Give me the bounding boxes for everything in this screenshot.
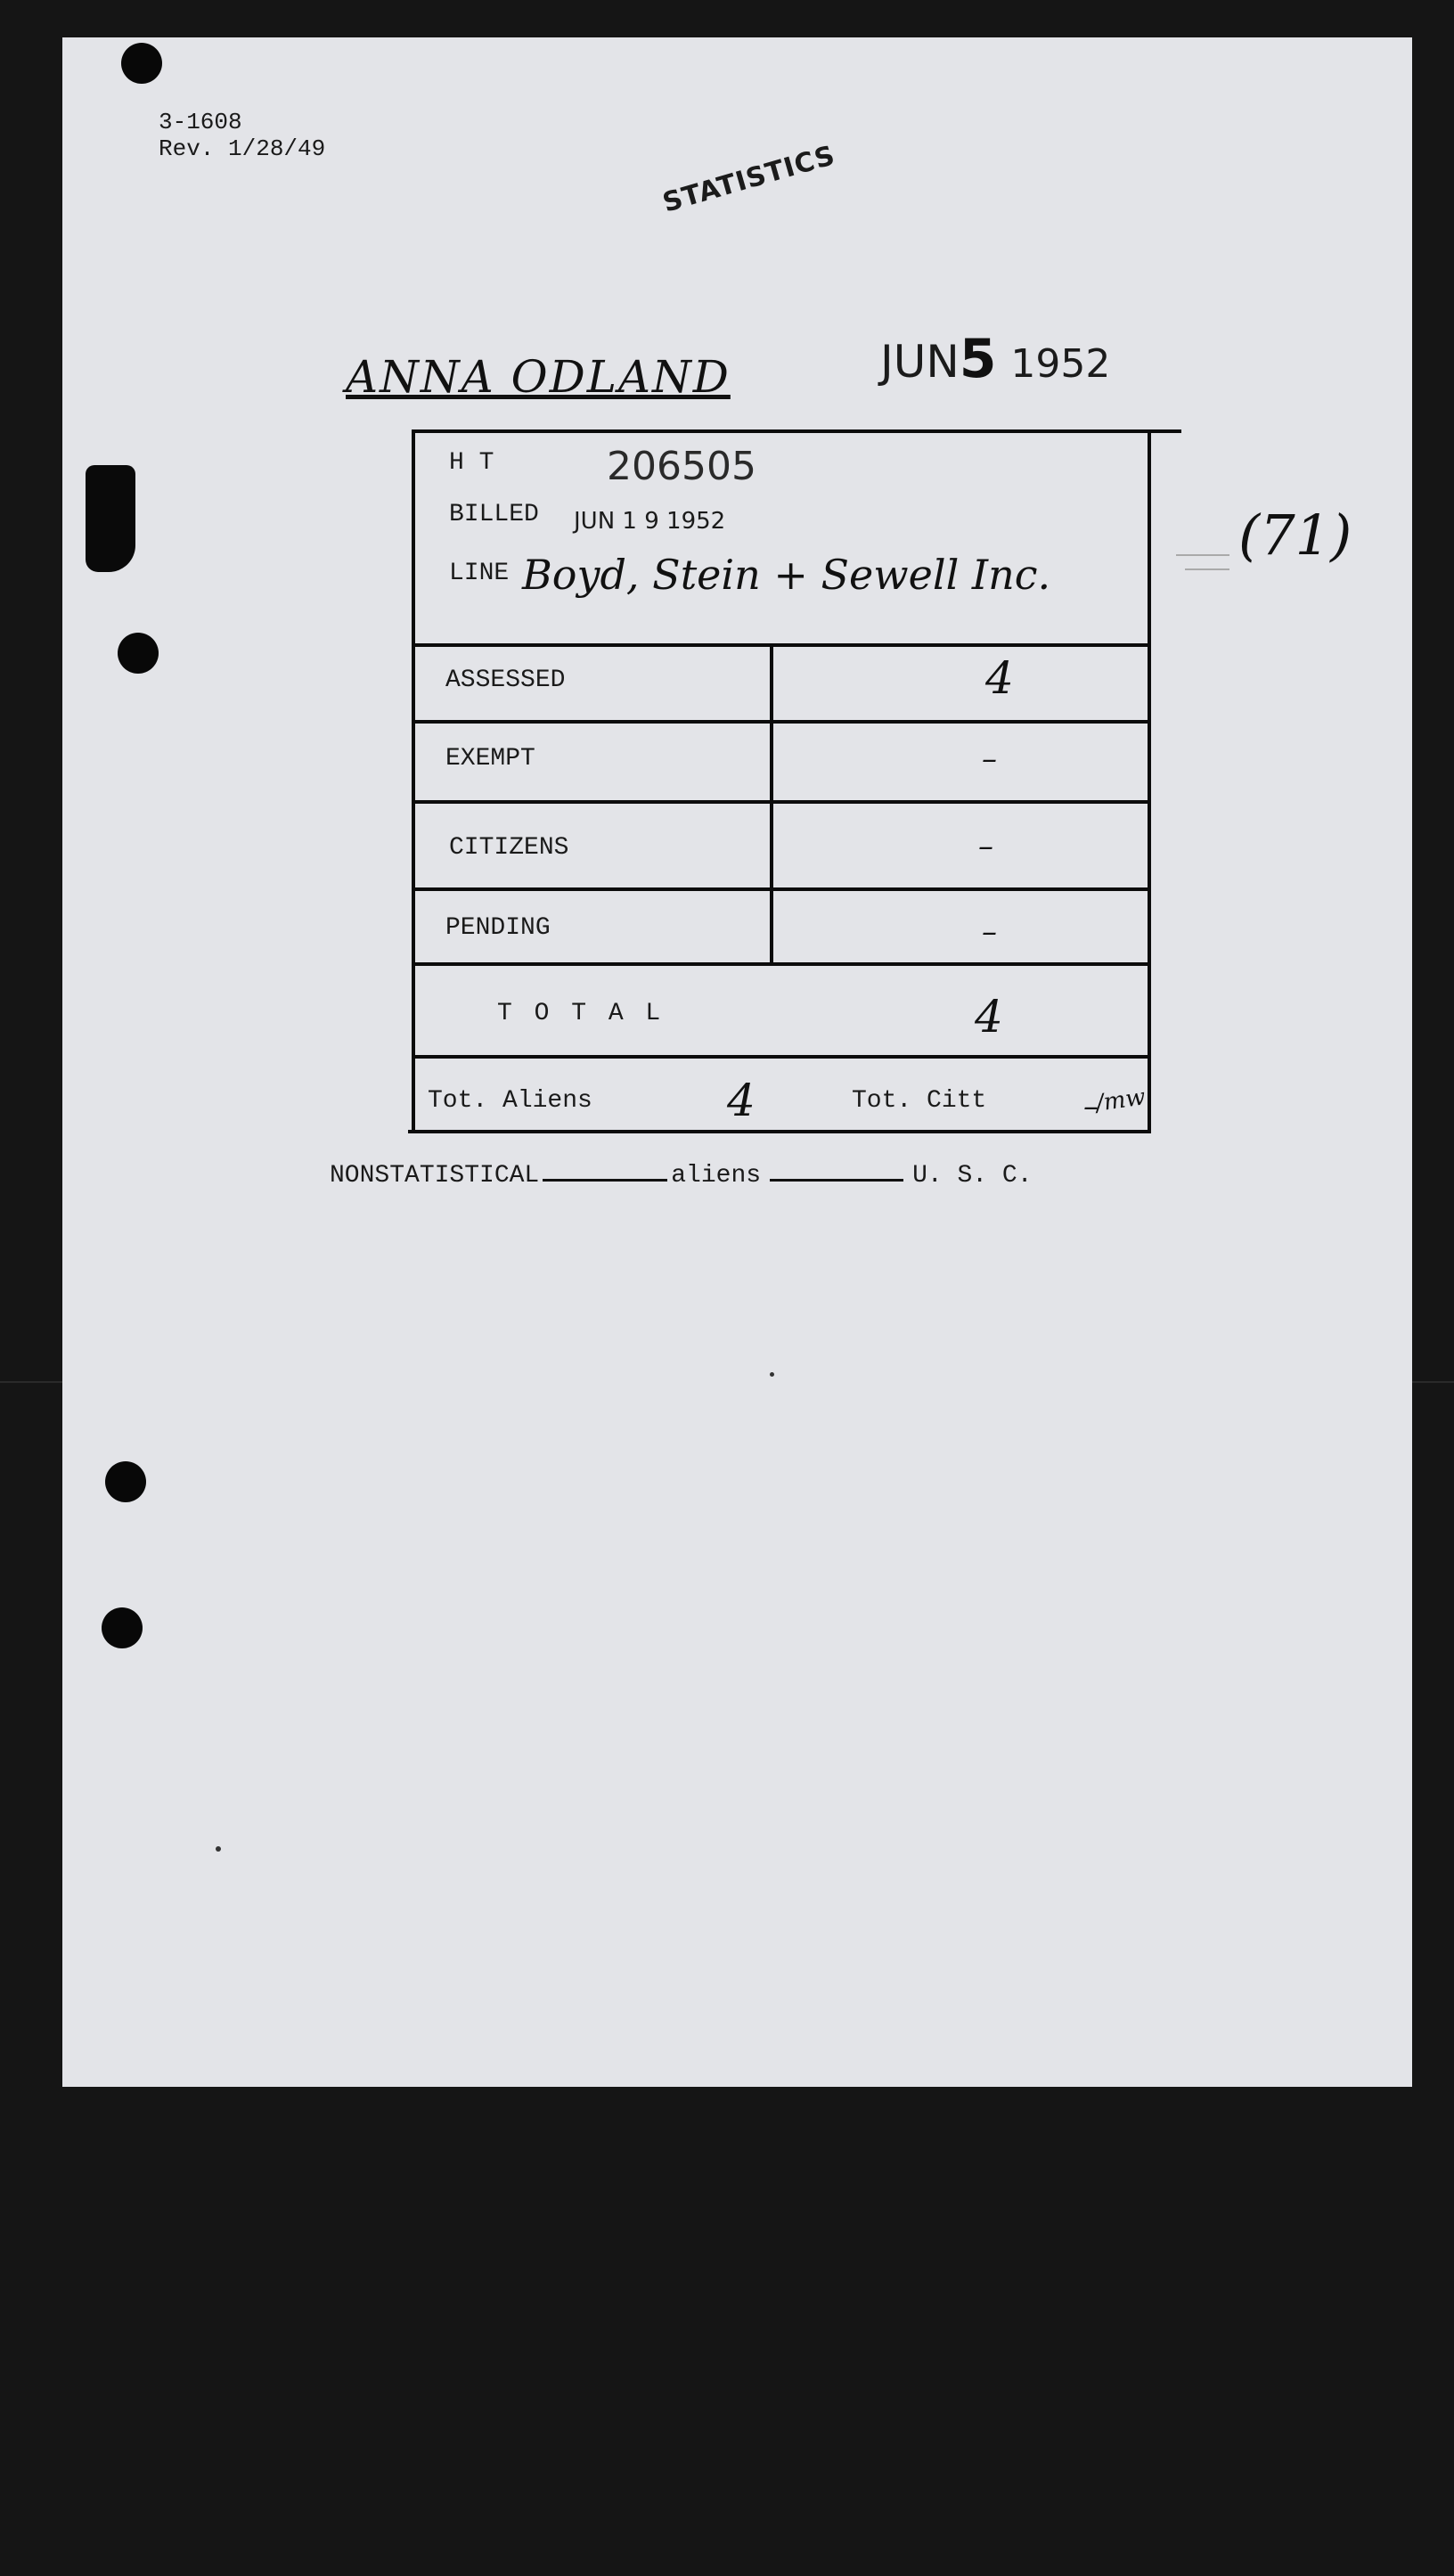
column-divider [770, 643, 773, 964]
form-top-rule [412, 429, 1181, 433]
rule [415, 720, 1148, 724]
speck [216, 1846, 221, 1852]
ink-blot [86, 465, 135, 572]
punch-hole-lower [102, 1607, 143, 1648]
line-value: Boyd, Stein + Sewell Inc. [522, 551, 1051, 599]
citizens-value: – [978, 829, 993, 864]
statistics-stamp: STATISTICS [659, 139, 839, 219]
billed-label: BILLED [449, 501, 539, 528]
statistics-form [412, 429, 1151, 1133]
blank-line [770, 1179, 903, 1182]
rule [415, 800, 1148, 804]
billed-date-stamp: JUN 1 9 1952 [574, 508, 726, 535]
nonstatistical-line [330, 1162, 1033, 1190]
speck [770, 1372, 774, 1377]
line-label: LINE [449, 560, 510, 587]
assessed-label: ASSESSED [445, 666, 566, 694]
nonstatistical-label: NONSTATISTICAL [330, 1162, 540, 1190]
assessed-value: 4 [985, 652, 1014, 704]
date-stamp-month: JUN [880, 336, 960, 388]
punch-hole-upper [118, 633, 159, 674]
exempt-label: EXEMPT [445, 745, 535, 773]
exempt-value: – [982, 741, 997, 777]
pending-value: – [982, 914, 997, 950]
total-label: T O T A L [497, 1000, 665, 1027]
total-citizens-label: Tot. Citt [852, 1087, 987, 1115]
ht-label: H T [449, 449, 494, 477]
date-stamp-year: 1952 [1010, 341, 1111, 387]
margin-dash [1185, 568, 1229, 570]
punch-hole-top [121, 43, 162, 84]
blank-line [543, 1179, 667, 1182]
ht-number: 206505 [607, 444, 756, 489]
total-value: 4 [975, 991, 1003, 1043]
form-number: 3-1608 [159, 109, 242, 135]
margin-note: (71) [1238, 503, 1352, 568]
form-revision: Rev. 1/28/49 [159, 135, 326, 162]
rule [415, 1055, 1148, 1059]
rule [415, 887, 1148, 891]
document-page [62, 37, 1412, 2087]
nonstatistical-usc: U. S. C. [912, 1162, 1033, 1190]
form-bottom-rule [408, 1130, 1151, 1133]
pending-label: PENDING [445, 914, 551, 942]
date-stamp [880, 328, 1110, 390]
margin-dash [1176, 554, 1229, 556]
nonstatistical-aliens: aliens [671, 1162, 762, 1190]
total-aliens-label: Tot. Aliens [428, 1087, 592, 1115]
citizens-label: CITIZENS [449, 834, 569, 862]
total-aliens-value: 4 [727, 1075, 756, 1126]
punch-hole-middle [105, 1461, 146, 1502]
rule [415, 962, 1148, 966]
clerk-initials: /mw [1094, 1084, 1148, 1117]
date-stamp-day: 5 [959, 328, 997, 390]
passenger-name: ANNA ODLAND [346, 351, 731, 403]
total-citizens-value: – [1083, 1089, 1099, 1124]
rule [415, 643, 1148, 647]
